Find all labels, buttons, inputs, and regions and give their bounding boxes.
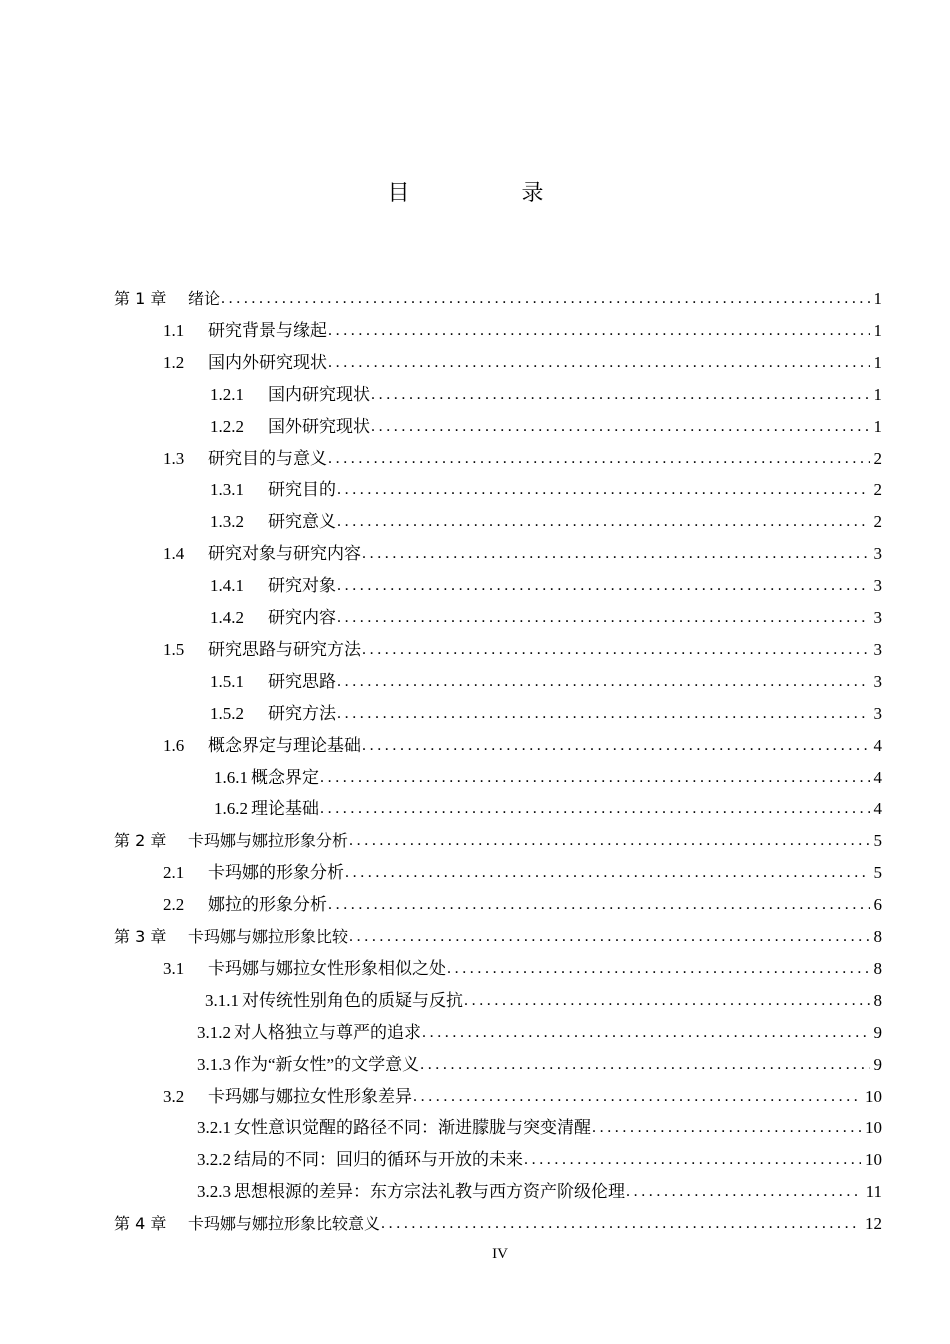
toc-dot-leader — [221, 284, 869, 314]
toc-entry-page: 3 — [873, 671, 882, 691]
toc-entry-number: 第 4 章 — [114, 1214, 167, 1234]
toc-entry-number: 1.4.2 — [210, 608, 244, 627]
toc-entry[interactable] — [163, 890, 882, 920]
toc-dot-leader — [626, 1177, 862, 1207]
toc-entry-number: 3.2.2 — [197, 1150, 231, 1170]
toc-entry-number: 1.5.1 — [210, 671, 244, 691]
toc-entry-title: 研究思路与研究方法 — [208, 639, 361, 659]
toc-entry[interactable] — [210, 475, 882, 505]
toc-entry[interactable] — [214, 794, 882, 824]
toc-entry-title: 研究方法 — [268, 703, 336, 723]
toc-entry-title: 结局的不同：回归的循环与开放的未来 — [234, 1150, 523, 1170]
toc-dot-leader — [422, 1018, 870, 1048]
toc-entry-number: 第 1 章 — [114, 289, 167, 308]
toc-entry-page: 8 — [873, 927, 882, 946]
toc-entry-title: 国内研究现状 — [268, 384, 370, 404]
toc-entry-page: 5 — [873, 831, 882, 851]
toc-dot-leader — [362, 539, 870, 569]
toc-entry-title: 思想根源的差异：东方宗法礼教与西方资产阶级伦理 — [234, 1182, 625, 1202]
toc-entry-title: 研究思路 — [268, 671, 336, 691]
toc-entry-number: 1.3.1 — [210, 480, 244, 500]
toc-entry-number: 1.2.1 — [210, 384, 244, 404]
toc-entry-page: 3 — [873, 703, 882, 723]
toc-entry-title: 研究内容 — [268, 608, 336, 627]
toc-dot-leader — [337, 699, 870, 729]
toc-entry-title: 理论基础 — [251, 799, 319, 819]
page-title: 目 录 — [387, 181, 589, 206]
toc-entry-number: 1.3.2 — [210, 512, 244, 532]
toc-dot-leader — [345, 858, 870, 888]
toc-entry[interactable] — [210, 412, 882, 442]
toc-entry-page: 10 — [865, 1086, 882, 1106]
toc-entry[interactable] — [114, 284, 882, 314]
toc-entry-page: 10 — [865, 1118, 882, 1138]
toc-entry-number: 1.2 — [163, 352, 185, 372]
toc-entry-number: 1.5 — [163, 639, 185, 659]
toc-entry[interactable] — [163, 348, 882, 378]
toc-entry-title: 女性意识觉醒的路径不同：渐进朦胧与突变清醒 — [234, 1118, 591, 1138]
toc-entry-title: 卡玛娜与娜拉形象比较 — [188, 927, 349, 946]
toc-entry-page: 2 — [873, 512, 882, 532]
toc-entry-number: 1.6.1 — [214, 767, 248, 787]
toc-entry-number: 1.4 — [163, 544, 185, 564]
toc-entry-number: 1.3 — [163, 448, 185, 468]
toc-entry-number: 1.6 — [163, 735, 185, 755]
toc-entry[interactable] — [210, 571, 882, 601]
toc-dot-leader — [381, 1209, 861, 1239]
toc-entry-number: 1.6.2 — [214, 799, 248, 819]
toc-entry-page: 1 — [873, 384, 882, 404]
toc-entry-number: 3.2 — [163, 1086, 185, 1106]
toc-entry[interactable] — [163, 1082, 882, 1112]
toc-entry-title: 概念界定 — [251, 767, 319, 787]
toc-dot-leader — [362, 731, 870, 761]
toc-entry-page: 3 — [873, 608, 882, 627]
toc-entry[interactable] — [163, 731, 882, 761]
toc-entry-title: 研究意义 — [268, 512, 336, 532]
toc-entry-title: 概念界定与理论基础 — [208, 735, 361, 755]
toc-dot-leader — [337, 571, 870, 601]
toc-entry-page: 2 — [873, 480, 882, 500]
toc-dot-leader — [464, 986, 870, 1016]
toc-entry-number: 第 2 章 — [114, 831, 167, 851]
toc-dot-leader — [328, 348, 870, 378]
toc-entry[interactable] — [197, 1145, 882, 1175]
toc-dot-leader — [420, 1050, 869, 1080]
toc-entry-title: 研究对象与研究内容 — [208, 544, 361, 564]
toc-entry-title: 作为“新女性”的文学意义 — [234, 1054, 420, 1074]
toc-entry-number: 第 3 章 — [114, 927, 167, 946]
toc-entry-page: 4 — [873, 767, 882, 787]
toc-entry[interactable] — [197, 1177, 882, 1207]
toc-entry[interactable] — [163, 539, 882, 569]
toc-entry[interactable] — [197, 1113, 882, 1143]
toc-entry-number: 3.1.3 — [197, 1054, 231, 1074]
toc-entry-title: 对人格独立与尊严的追求 — [234, 1022, 421, 1042]
toc-entry-number: 3.1.2 — [197, 1022, 231, 1042]
toc-entry-title: 娜拉的形象分析 — [208, 895, 327, 915]
toc-entry-page: 2 — [873, 448, 882, 468]
toc-entry-title: 对传统性别角色的质疑与反抗 — [242, 990, 463, 1010]
toc-entry[interactable] — [163, 954, 882, 984]
toc-dot-leader — [328, 444, 870, 474]
toc-entry-title: 卡玛娜的形象分析 — [208, 863, 344, 883]
toc-entry-page: 12 — [865, 1214, 882, 1234]
toc-entry-number: 3.1.1 — [205, 990, 239, 1010]
toc-dot-leader — [413, 1082, 861, 1112]
toc-entry[interactable] — [214, 763, 882, 793]
toc-entry-number: 1.5.2 — [210, 703, 244, 723]
toc-entry-number: 2.2 — [163, 895, 185, 915]
toc-entry-page: 4 — [873, 735, 882, 755]
toc-entry-title: 卡玛娜与娜拉女性形象差异 — [208, 1086, 412, 1106]
toc-entry[interactable] — [163, 858, 882, 888]
toc-entry-page: 11 — [865, 1182, 882, 1202]
toc-dot-leader — [337, 475, 870, 505]
toc-entry-page: 9 — [873, 1054, 882, 1074]
toc-entry[interactable] — [163, 444, 882, 474]
toc-entry-title: 卡玛娜与娜拉女性形象相似之处 — [208, 958, 446, 978]
toc-dot-leader — [337, 667, 870, 697]
toc-dot-leader — [320, 794, 870, 824]
toc-entry-page: 3 — [873, 544, 882, 564]
toc-entry-page: 10 — [865, 1150, 882, 1170]
toc-entry-page: 3 — [873, 576, 882, 596]
toc-entry[interactable] — [197, 1018, 882, 1048]
toc-entry[interactable] — [210, 699, 882, 729]
toc-dot-leader — [592, 1113, 861, 1143]
toc-dot-leader — [337, 507, 870, 537]
toc-dot-leader — [328, 316, 870, 346]
toc-dot-leader — [447, 954, 870, 984]
toc-entry[interactable] — [210, 667, 882, 697]
toc-entry-page: 8 — [873, 990, 882, 1010]
toc-entry-number: 1.1 — [163, 320, 185, 340]
toc-entry-title: 研究目的 — [268, 480, 336, 500]
toc-dot-leader — [371, 380, 870, 410]
toc-entry[interactable] — [163, 316, 882, 346]
toc-entry-page: 1 — [873, 352, 882, 372]
toc-dot-leader — [349, 826, 869, 856]
toc-entry-number: 1.2.2 — [210, 416, 244, 436]
toc-entry-title: 研究对象 — [268, 576, 336, 596]
toc-entry-number: 2.1 — [163, 863, 185, 883]
toc-entry-title: 国内外研究现状 — [208, 352, 327, 372]
toc-entry-title: 研究目的与意义 — [208, 448, 327, 468]
toc-entry-page: 4 — [873, 799, 882, 819]
toc-entry-page: 6 — [873, 895, 882, 915]
toc-entry[interactable] — [114, 1209, 882, 1239]
toc-entry-title: 卡玛娜与娜拉形象分析 — [188, 831, 349, 851]
toc-entry[interactable] — [114, 826, 882, 856]
toc-entry[interactable] — [210, 507, 882, 537]
toc-entry-title: 国外研究现状 — [268, 416, 370, 436]
toc-dot-leader — [371, 412, 870, 442]
toc-entry[interactable] — [210, 380, 882, 410]
toc-entry-number: 1.4.1 — [210, 576, 244, 596]
toc-entry-page: 3 — [873, 639, 882, 659]
toc-dot-leader — [328, 890, 870, 920]
toc-entry-page: 1 — [873, 320, 882, 340]
toc-entry-title: 研究背景与缘起 — [208, 320, 327, 340]
toc-entry[interactable] — [163, 635, 882, 665]
toc-entry[interactable] — [197, 1050, 882, 1080]
toc-entry-page: 5 — [873, 863, 882, 883]
toc-dot-leader — [362, 635, 870, 665]
toc-entry-title: 绪论 — [188, 289, 221, 308]
toc-entry-page: 8 — [873, 958, 882, 978]
toc-entry[interactable] — [114, 922, 882, 952]
page-number: IV — [492, 1246, 508, 1262]
toc-entry-number: 3.1 — [163, 958, 185, 978]
toc-entry-number: 3.2.3 — [197, 1182, 231, 1202]
toc-entry[interactable] — [210, 603, 882, 633]
toc-entry-number: 3.2.1 — [197, 1118, 231, 1138]
toc-entry-page: 1 — [873, 416, 882, 436]
toc-dot-leader — [349, 922, 869, 952]
toc-dot-leader — [337, 603, 870, 633]
toc-entry[interactable] — [205, 986, 882, 1016]
toc-dot-leader — [320, 763, 870, 793]
toc-dot-leader — [524, 1145, 861, 1175]
toc-entry-page: 1 — [873, 289, 882, 308]
toc-entry-page: 9 — [873, 1022, 882, 1042]
toc-entry-title: 卡玛娜与娜拉形象比较意义 — [188, 1214, 381, 1234]
